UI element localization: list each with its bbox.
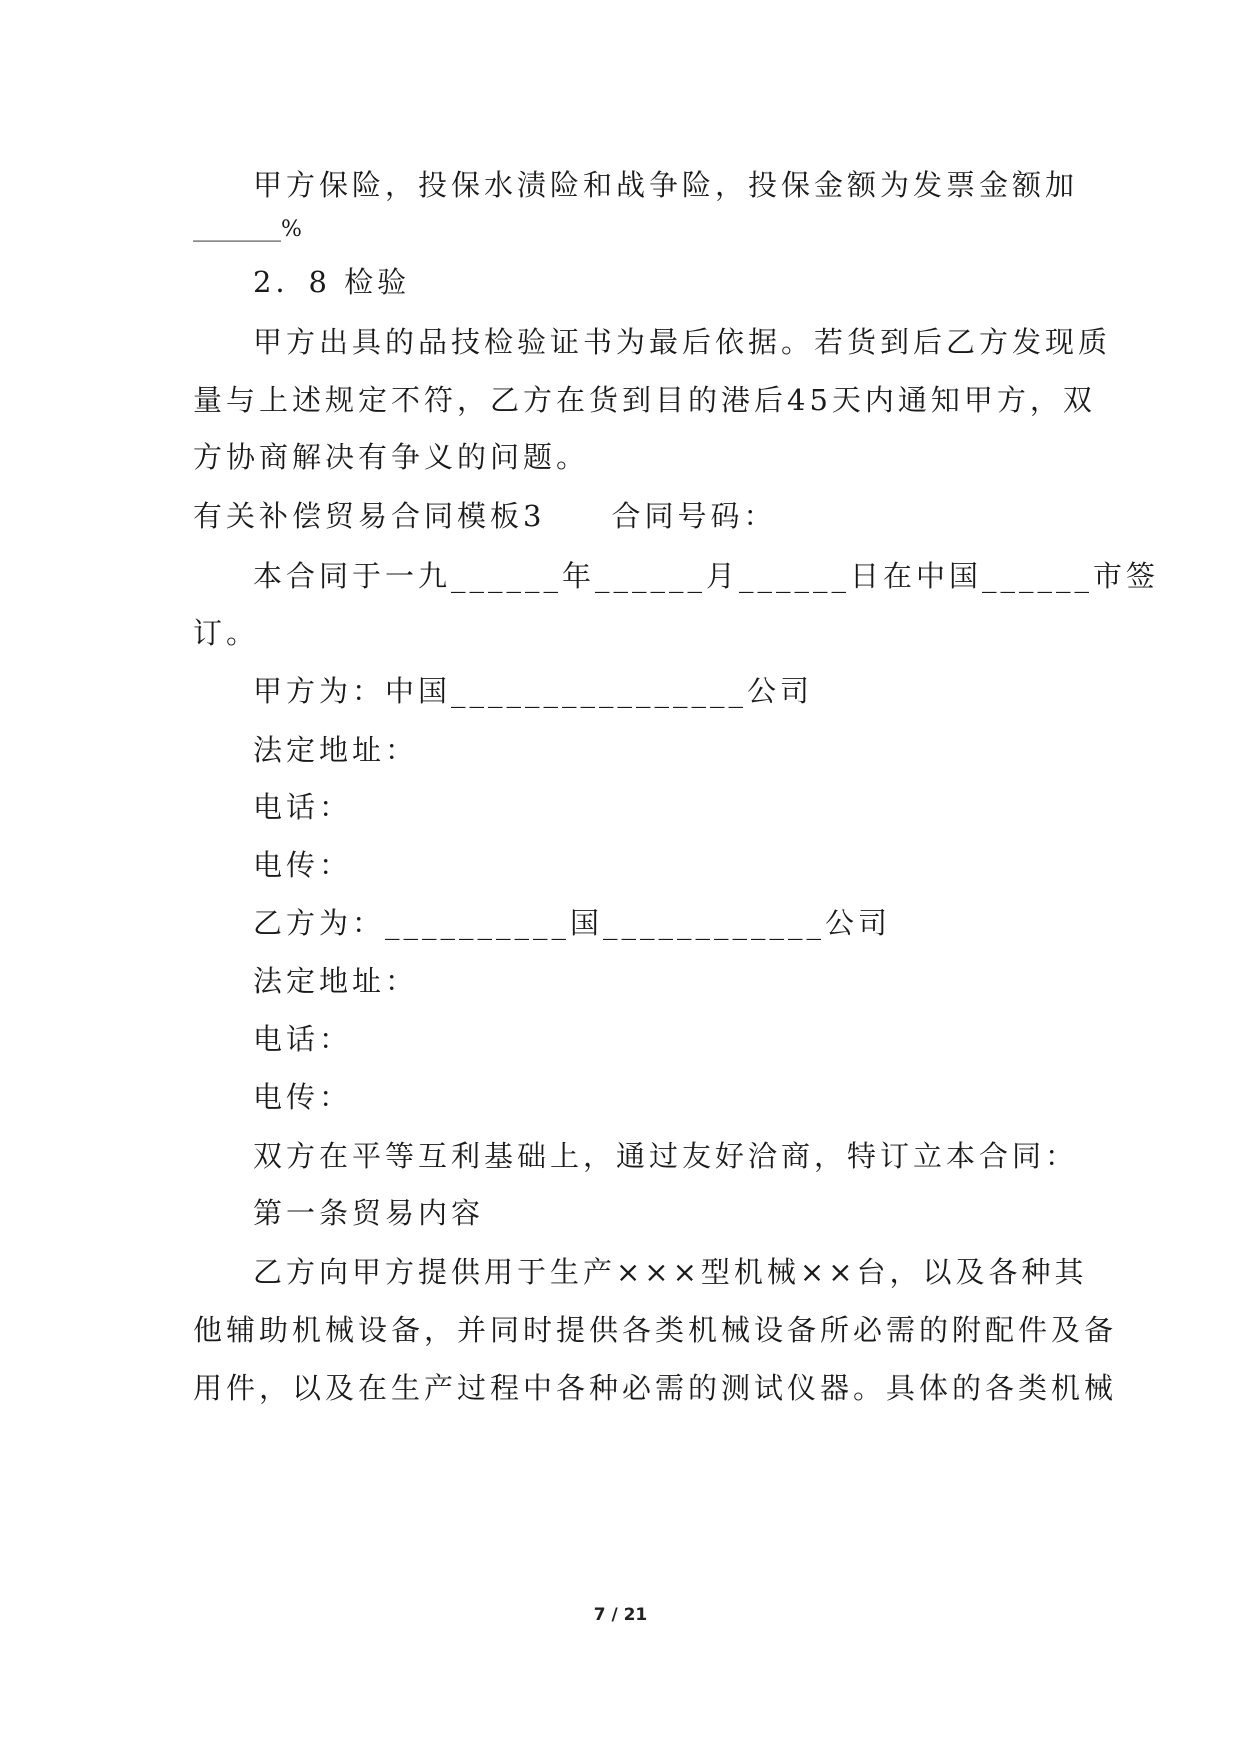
article-one-line-2: 他辅助机械设备，并同时提供各类机械设备所必需的附配件及备 bbox=[193, 1313, 1118, 1347]
party-a-phone: 电话： bbox=[253, 790, 353, 824]
article-one-line-1: 乙方向甲方提供用于生产×××型机械××台，以及各种其 bbox=[253, 1255, 1088, 1289]
party-a-fax: 电传： bbox=[253, 848, 353, 882]
contract-date-line-end: 订。 bbox=[193, 616, 260, 650]
party-b-address: 法定地址： bbox=[253, 964, 419, 998]
paragraph-inspection-line-2: 量与上述规定不符，乙方在货到目的港后45天内通知甲方，双 bbox=[193, 383, 1096, 417]
paragraph-inspection-line-1: 甲方出具的品技检验证书为最后依据。若货到后乙方发现质 bbox=[253, 325, 1112, 359]
party-b-fax: 电传： bbox=[253, 1080, 353, 1114]
article-one-line-3: 用件，以及在生产过程中各种必需的测试仪器。具体的各类机械 bbox=[193, 1371, 1118, 1405]
paragraph-inspection-line-3: 方协商解决有争义的问题。 bbox=[193, 440, 590, 474]
party-a-name: 甲方为：中国________________公司 bbox=[253, 674, 814, 708]
agreement-preamble: 双方在平等互利基础上，通过友好洽商，特订立本合同： bbox=[253, 1139, 1079, 1173]
page-number: 7 / 21 bbox=[593, 1605, 648, 1625]
percent-blank-line: ________% bbox=[193, 217, 302, 242]
paragraph-insurance: 甲方保险，投保水渍险和战争险，投保金额为发票金额加 bbox=[253, 168, 1079, 202]
contract-template-title: 有关补偿贸易合同模板3 合同号码： bbox=[193, 499, 777, 533]
contract-date-line: 本合同于一九______年______月______日在中国______市签 bbox=[253, 559, 1160, 593]
party-b-name: 乙方为：__________国____________公司 bbox=[253, 906, 892, 940]
article-one-heading: 第一条贸易内容 bbox=[253, 1196, 485, 1230]
party-b-phone: 电话： bbox=[253, 1022, 353, 1056]
section-heading-inspection: 2．8 检验 bbox=[253, 265, 411, 299]
party-a-address: 法定地址： bbox=[253, 733, 419, 767]
